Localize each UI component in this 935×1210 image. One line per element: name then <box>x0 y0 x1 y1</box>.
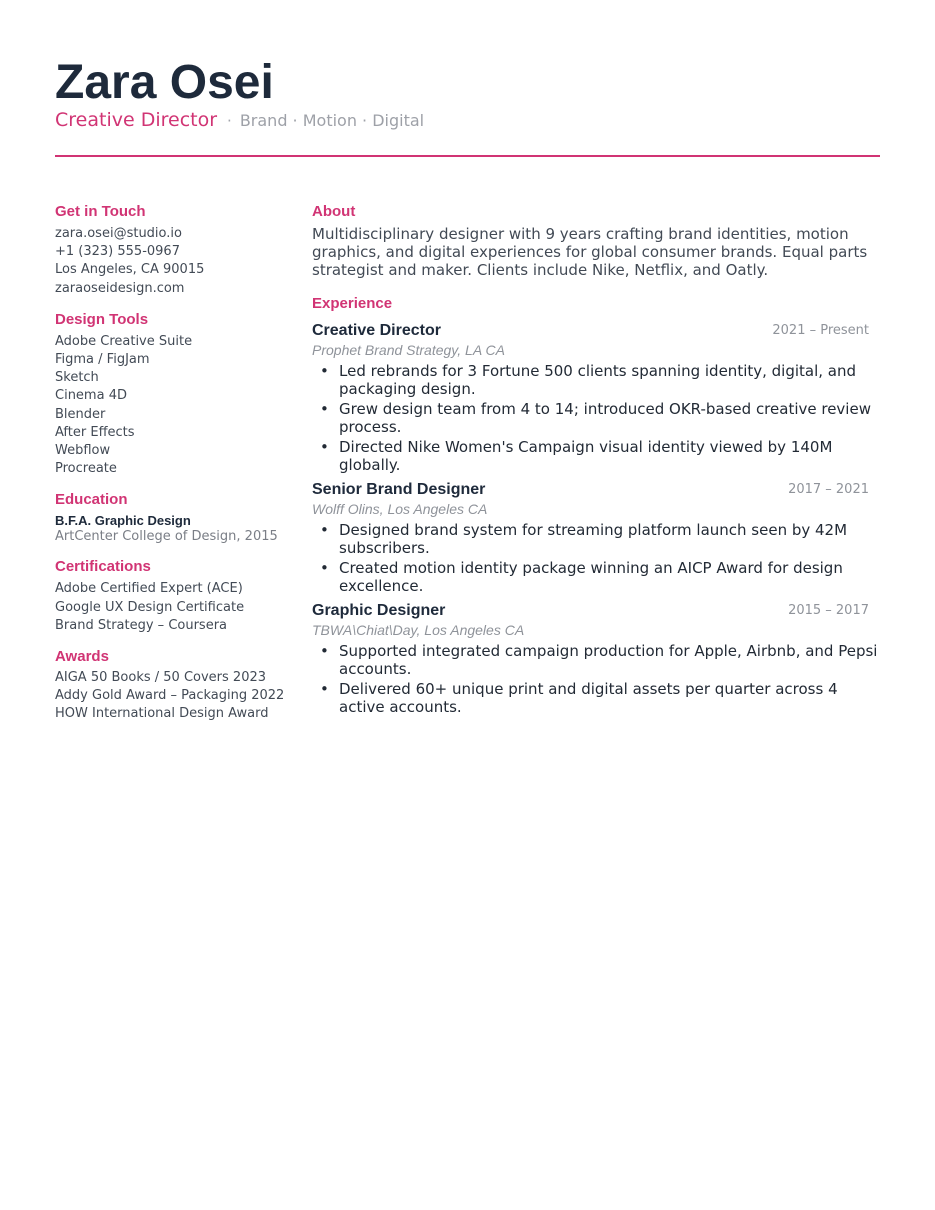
job-bullet: • Created motion identity package winning an AICP Award for design excellence. <box>312 559 880 595</box>
job-header <box>312 320 880 341</box>
job-entry <box>312 479 880 595</box>
job-company: TBWA\Chiat\Day, Los Angeles CA <box>312 622 525 638</box>
tools-heading: Design Tools <box>55 310 149 328</box>
about-section <box>312 202 880 279</box>
job-bullet: • Supported integrated campaign production for Apple, Airbnb, and Pepsi accounts. <box>312 642 880 678</box>
job-title: Senior Brand Designer <box>312 481 486 498</box>
job-bullets <box>312 521 880 595</box>
tool-item: Blender <box>55 406 106 422</box>
experience-section <box>312 294 880 716</box>
candidate-name: Zara Osei <box>55 56 274 109</box>
education-school: ArtCenter College of Design, 2015 <box>55 529 278 545</box>
education-section <box>55 490 290 545</box>
contact-website[interactable]: zaraoseidesign.com <box>55 280 185 296</box>
job-dates: 2015 – 2017 <box>788 603 869 618</box>
job-bullet: • Led rebrands for 3 Fortune 500 clients spanning identity, digital, and packaging design. <box>312 362 880 398</box>
job-title: Graphic Designer <box>312 602 446 619</box>
job-dates: 2021 – Present <box>772 323 869 338</box>
contact-heading: Get in Touch <box>55 203 146 220</box>
tool-item: Sketch <box>55 370 99 386</box>
job-bullet: • Directed Nike Women's Campaign visual identity viewed by 140M globally. <box>312 438 880 474</box>
job-bullet: • Designed brand system for streaming platform launch seen by 42M subscribers. <box>312 521 880 557</box>
job-entry <box>312 320 880 474</box>
main-column <box>312 202 880 721</box>
contact-location: Los Angeles, CA 90015 <box>55 262 205 278</box>
award-item: AIGA 50 Books / 50 Covers 2023 <box>55 670 267 686</box>
award-item: Addy Gold Award – Packaging 2022 <box>55 688 285 704</box>
awards-section <box>55 647 290 722</box>
tool-item: Figma / FigJam <box>55 352 150 368</box>
contact-list <box>55 225 290 298</box>
tool-item: Cinema 4D <box>55 388 127 404</box>
contact-section <box>55 202 290 298</box>
headline <box>55 107 424 134</box>
certification-item: Adobe Certified Expert (ACE) <box>55 581 243 597</box>
about-text: Multidisciplinary designer with 9 years crafting brand identities, motion graphics, and digital experiences for global consumer brands. Equal parts strategist and maker. Clients include Nike, Netflix, and Oatly. <box>312 225 868 279</box>
certifications-list <box>55 580 290 635</box>
tool-item: After Effects <box>55 424 135 440</box>
tool-item: Webflow <box>55 443 111 459</box>
headline-separator: · <box>227 112 232 130</box>
job-entry <box>312 600 880 716</box>
job-dates: 2017 – 2021 <box>788 482 869 497</box>
job-bullet: • Grew design team from 4 to 14; introduced OKR-based creative review process. <box>312 400 880 436</box>
job-bullet: • Delivered 60+ unique print and digital assets per quarter across 4 active accounts. <box>312 680 880 716</box>
tool-item: Adobe Creative Suite <box>55 333 193 349</box>
job-company: Prophet Brand Strategy, LA CA <box>312 342 505 358</box>
about-heading: About <box>312 203 356 220</box>
certification-item: Brand Strategy – Coursera <box>55 617 228 633</box>
header-divider <box>55 155 880 157</box>
contact-phone: +1 (323) 555-0967 <box>55 244 180 260</box>
job-bullets <box>312 362 880 474</box>
job-header <box>312 600 880 621</box>
sidebar <box>55 202 290 734</box>
job-title: Creative Director <box>312 322 441 339</box>
tools-list <box>55 333 290 479</box>
experience-heading: Experience <box>312 295 393 312</box>
role-title: Creative Director <box>55 109 218 131</box>
award-item: HOW International Design Award <box>55 706 269 722</box>
specialties: Brand · Motion · Digital <box>239 111 425 130</box>
job-header <box>312 479 880 500</box>
contact-email[interactable]: zara.osei@studio.io <box>55 226 182 241</box>
awards-list <box>55 670 290 722</box>
certifications-section <box>55 557 290 635</box>
certifications-heading: Certifications <box>55 558 151 576</box>
job-company: Wolff Olins, Los Angeles CA <box>312 501 488 517</box>
job-bullets <box>312 642 880 716</box>
education-degree: B.F.A. Graphic Design <box>55 513 191 529</box>
tool-item: Procreate <box>55 461 117 477</box>
tools-section <box>55 310 290 479</box>
certification-item: Google UX Design Certificate <box>55 599 245 615</box>
awards-heading: Awards <box>55 648 109 666</box>
education-heading: Education <box>55 491 128 509</box>
